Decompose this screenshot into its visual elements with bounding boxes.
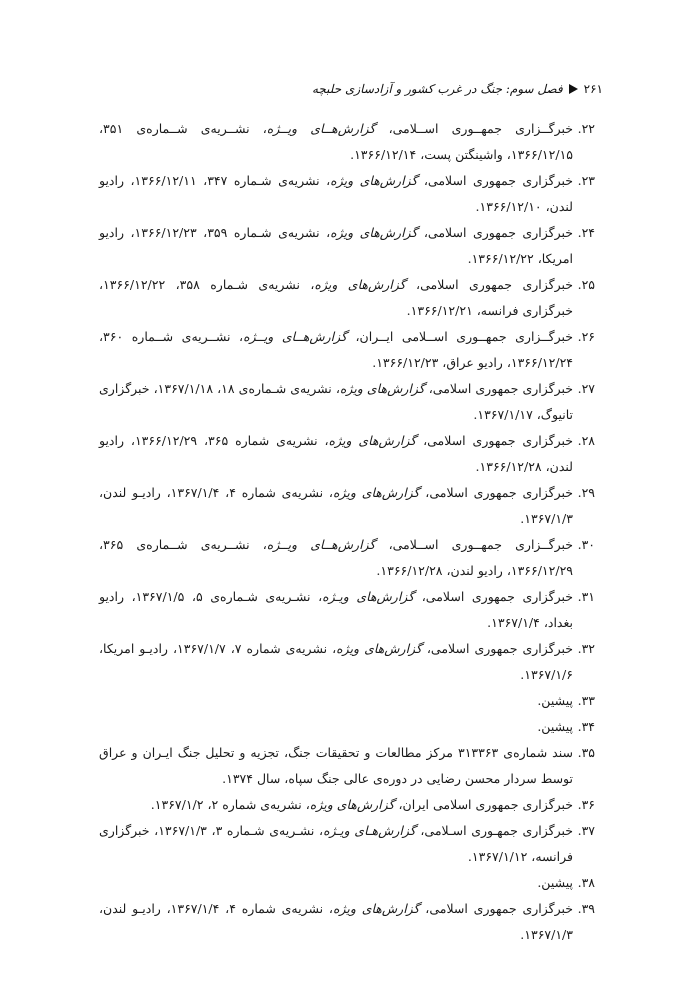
endnote-publication-title: گزارش‌های ویژه <box>339 381 425 396</box>
endnote-number: ۳۹. <box>577 901 595 916</box>
endnote-source: خبرگزاری جمهوری اسلامی، <box>417 225 573 240</box>
endnote-text <box>99 480 573 532</box>
endnote-item <box>99 480 595 532</box>
page-number: ۲۶۱ <box>583 82 603 96</box>
endnote-publication-title: گزارش‌های ویژه <box>314 277 406 292</box>
endnote-source: پیشین. <box>537 693 573 708</box>
endnote-item <box>99 532 595 584</box>
endnote-number: ۳۰. <box>577 537 595 552</box>
endnote-text <box>99 428 573 480</box>
endnote-details: ، نشـریه‌ی شـماره ۳، ۱۳۶۷/۱/۳، خبرگزاری فرانسه، ۱۳۶۷/۱/۱۲. <box>99 823 573 864</box>
endnote-item <box>99 376 595 428</box>
endnote-source: خبرگــزاری جمهــوری اســلامی، <box>375 121 573 136</box>
endnote-source: پیشین. <box>537 875 573 890</box>
endnote-number: ۲۹. <box>577 485 595 500</box>
endnote-item <box>99 168 595 220</box>
endnote-details: ، نشـریه‌ی شـماره‌ی ۵، ۱۳۶۷/۱/۵، رادیو بغداد، ۱۳۶۷/۱/۴. <box>99 589 573 630</box>
endnote-source: خبرگزاری جمهـوری اسـلامی، <box>415 823 574 838</box>
endnote-source: خبرگزاری جمهوری اسلامی، <box>424 381 573 396</box>
endnote-text <box>99 714 573 740</box>
endnote-source: خبرگزاری جمهوری اسلامی، <box>419 485 573 500</box>
endnote-number: ۳۶. <box>577 797 595 812</box>
endnote-details: ، نشریه‌ی شـماره ۳۵۸، ۱۳۶۶/۱۲/۲۲، خبرگزاری فرانسه، ۱۳۶۶/۱۲/۲۱. <box>99 277 573 318</box>
endnote-number: ۲۴. <box>577 225 595 240</box>
endnote-item <box>99 688 595 714</box>
endnote-details: ، نشریه‌ی شـماره ۳۴۷، ۱۳۶۶/۱۲/۱۱، رادیو لندن، ۱۳۶۶/۱۲/۱۰. <box>99 173 573 214</box>
endnote-text <box>99 818 573 870</box>
endnote-text <box>99 220 573 272</box>
endnote-source: خبرگزاری جمهوری اسلامی، <box>417 173 573 188</box>
endnote-number: ۳۷. <box>577 823 595 838</box>
endnote-source: پیشین. <box>537 719 573 734</box>
endnote-number: ۳۵. <box>577 745 595 760</box>
endnote-source: سند شماره‌ی ۳۱۳۳۶۳ مرکز مطالعات و تحقیقات جنگ، تجزیه و تحلیل جنگ ایـران و عراق توسط سردار محسن رضایی در دوره‌ی عالی جنگ سپاه، سال ۱۳۷۴. <box>99 745 573 786</box>
endnote-text <box>99 168 573 220</box>
endnote-text <box>99 688 573 714</box>
endnotes-list <box>99 116 595 948</box>
endnote-item <box>99 116 595 168</box>
endnote-item <box>99 428 595 480</box>
endnote-item <box>99 272 595 324</box>
endnote-text <box>99 272 573 324</box>
endnote-text <box>99 532 573 584</box>
endnote-text <box>99 870 573 896</box>
endnote-number: ۲۶. <box>577 329 595 344</box>
endnote-number: ۳۸. <box>577 875 595 890</box>
endnote-source: خبرگزاری جمهوری اسلامی، <box>405 277 573 292</box>
endnote-number: ۲۷. <box>577 381 595 396</box>
endnote-number: ۲۸. <box>577 433 595 448</box>
endnote-number: ۲۳. <box>577 173 595 188</box>
endnote-publication-title: گزارش‌هــای ویــژه <box>243 329 347 344</box>
triangle-marker-icon <box>569 84 578 94</box>
endnote-details: ، نشریه‌ی شماره ۷، ۱۳۶۷/۱/۷، رادیـو امریکا، ۱۳۶۷/۱/۶. <box>99 641 573 682</box>
endnote-publication-title: گزارش‌های ویژه <box>332 901 420 916</box>
endnote-item <box>99 896 595 948</box>
endnote-publication-title: گزارش‌های ویژه <box>328 433 417 448</box>
endnote-publication-title: گزارش‌های ویژه <box>330 173 418 188</box>
endnote-text <box>99 896 573 948</box>
endnote-source: خبرگزاری جمهوری اسلامی، <box>416 433 573 448</box>
endnote-text <box>99 116 573 168</box>
endnote-number: ۲۵. <box>577 277 595 292</box>
endnote-text <box>99 792 573 818</box>
endnote-item <box>99 324 595 376</box>
endnote-text <box>99 584 573 636</box>
running-head <box>303 82 603 96</box>
endnote-source: خبرگــزاری جمهــوری اســلامی، <box>375 537 573 552</box>
endnote-source: خبرگــزاری جمهــوری اســلامی ایــران، <box>347 329 573 344</box>
endnote-publication-title: گزارش‌های ویژه <box>336 641 422 656</box>
endnote-source: خبرگزاری جمهوری اسلامی، <box>421 641 573 656</box>
endnote-publication-title: گزارش‌های ویژه <box>330 225 418 240</box>
endnote-details: ، نشریه‌ی شـماره‌ی ۱۸، ۱۳۶۷/۱/۱۸، خبرگزاری تانیوگ، ۱۳۶۷/۱/۱۷. <box>99 381 573 422</box>
endnote-details: ، نشریه‌ی شـماره ۳۵۹، ۱۳۶۶/۱۲/۲۳، رادیو امریکا، ۱۳۶۶/۱۲/۲۲. <box>99 225 573 266</box>
endnote-item <box>99 584 595 636</box>
endnote-item <box>99 220 595 272</box>
endnote-number: ۳۳. <box>577 693 595 708</box>
endnote-text <box>99 636 573 688</box>
endnote-item <box>99 636 595 688</box>
endnote-source: خبرگزاری جمهوری اسلامی ایران، <box>394 797 573 812</box>
chapter-title: فصل سوم: جنگ در غرب کشور و آزادسازی حلبچه <box>311 82 563 96</box>
endnote-item <box>99 818 595 870</box>
endnote-details: ، نشریه‌ی شماره ۴، ۱۳۶۷/۱/۴، رادیـو لندن، ۱۳۶۷/۱/۳. <box>99 485 573 526</box>
endnote-publication-title: گزارش‌هـای ویـژه <box>323 823 416 838</box>
endnote-details: ، نشــریه‌ی شــماره‌ی ۳۵۱، ۱۳۶۶/۱۲/۱۵، واشینگتن پست، ۱۳۶۶/۱۲/۱۴. <box>99 121 573 162</box>
endnote-publication-title: گزارش‌هــای ویــژه <box>266 121 376 136</box>
endnote-details: ، نشریه‌ی شماره ۴، ۱۳۶۷/۱/۴، رادیـو لندن، ۱۳۶۷/۱/۳. <box>99 901 573 942</box>
endnote-publication-title: گزارش‌های ویژه <box>309 797 395 812</box>
endnote-number: ۳۲. <box>577 641 595 656</box>
endnote-item <box>99 792 595 818</box>
endnote-source: خبرگزاری جمهوری اسلامی، <box>419 901 573 916</box>
endnote-publication-title: گزارش‌هــای ویــژه <box>266 537 376 552</box>
endnote-text <box>99 740 573 792</box>
endnote-publication-title: گزارش‌های ویـژه <box>322 589 415 604</box>
endnote-details: ، نشــریه‌ی شــماره‌ی ۳۶۵، ۱۳۶۶/۱۲/۲۹، رادیو لندن، ۱۳۶۶/۱۲/۲۸. <box>99 537 573 578</box>
endnote-publication-title: گزارش‌های ویژه <box>332 485 420 500</box>
endnote-number: ۲۲. <box>577 121 595 136</box>
endnote-number: ۳۱. <box>577 589 595 604</box>
endnote-text <box>99 376 573 428</box>
endnote-item <box>99 740 595 792</box>
endnote-details: ، نشــریه‌ی شــماره ۳۶۰، ۱۳۶۶/۱۲/۲۴، رادیو عراق، ۱۳۶۶/۱۲/۲۳. <box>99 329 573 370</box>
endnote-number: ۳۴. <box>577 719 595 734</box>
endnote-source: خبرگزاری جمهوری اسلامی، <box>414 589 573 604</box>
endnote-text <box>99 324 573 376</box>
endnote-item <box>99 714 595 740</box>
endnote-details: ، نشریه‌ی شماره ۲، ۱۳۶۷/۱/۲. <box>150 797 310 812</box>
endnote-details: ، نشریه‌ی شماره ۳۶۵، ۱۳۶۶/۱۲/۲۹، رادیو لندن، ۱۳۶۶/۱۲/۲۸. <box>99 433 573 474</box>
endnote-item <box>99 870 595 896</box>
